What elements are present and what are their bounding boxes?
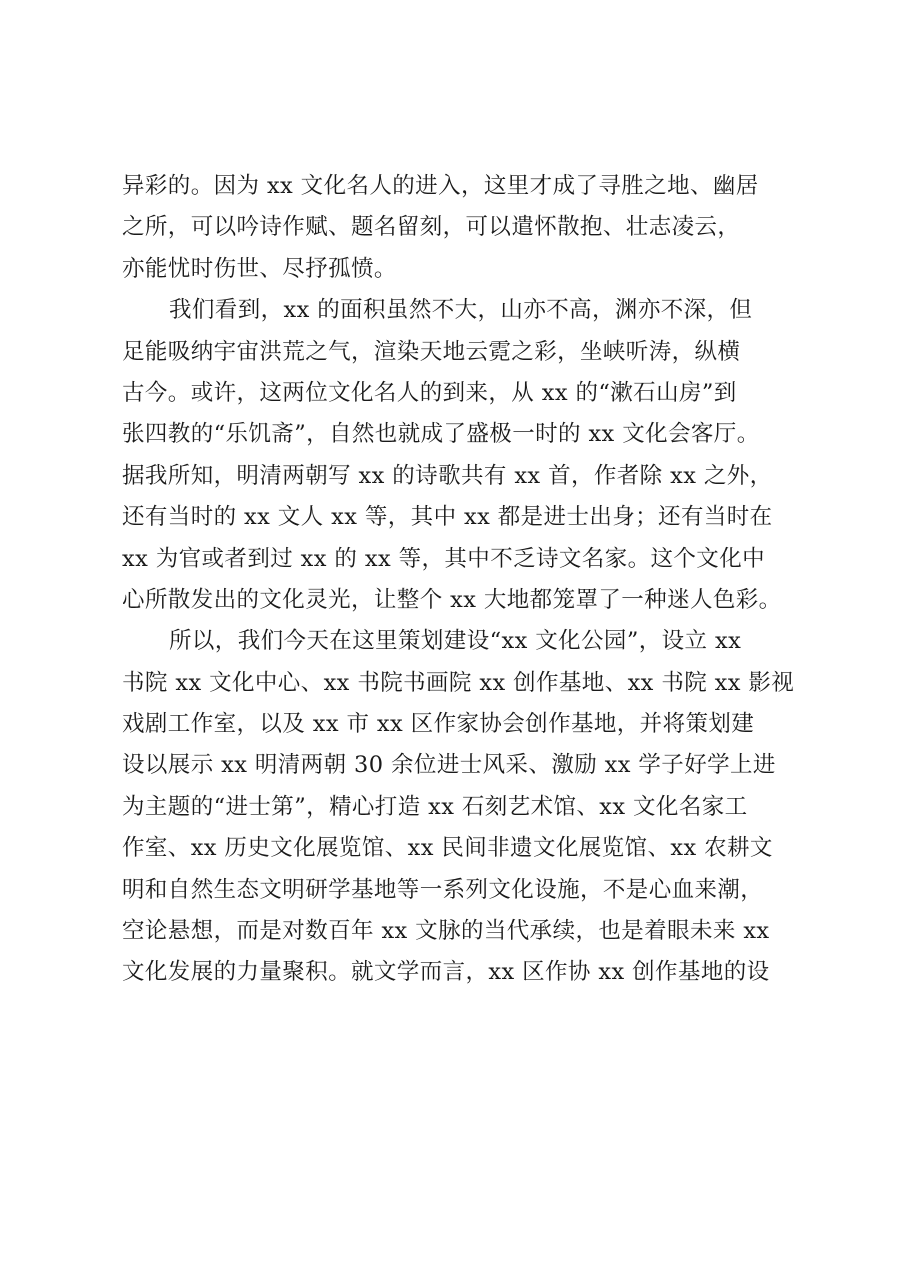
text-line: 张四教的“乐饥斋”，自然也就成了盛极一时的 xx 文化会客厅。 <box>122 421 760 448</box>
text-line: 异彩的。因为 xx 文化名人的进入，这里才成了寻胜之地、幽居 <box>122 173 759 199</box>
text-line: 设以展示 xx 明清两朝 30 余位进士风采、激励 xx 学子好学上进 <box>122 752 776 779</box>
text-line: 戏剧工作室，以及 xx 市 xx 区作家协会创作基地，并将策划建 <box>122 711 755 738</box>
text-line: 亦能忧时伤世、尽抒孤愤。 <box>122 255 397 282</box>
text-line: 作室、xx 历史文化展览馆、xx 民间非遗文化展览馆、xx 农耕文 <box>122 835 773 862</box>
paragraph-2 <box>122 290 822 621</box>
body-text <box>122 166 822 994</box>
text-line: 之所，可以吟诗作赋、题名留刻，可以遣怀散抱、壮志凌云， <box>122 214 741 241</box>
text-line: 明和自然生态文明研学基地等一系列文化设施，不是心血来潮， <box>122 876 764 903</box>
text-line: 心所散发出的文化灵光，让整个 xx 大地都笼罩了一种迷人色彩。 <box>122 586 782 613</box>
text-line: 古今。或许，这两位文化名人的到来，从 xx 的“漱石山房”到 <box>122 379 737 406</box>
text-line: 所以，我们今天在这里策划建设“xx 文化公园”，设立 xx <box>169 628 742 655</box>
text-line: 空论悬想，而是对数百年 xx 文脉的当代承续，也是着眼未来 xx <box>122 918 770 945</box>
paragraph-1 <box>122 166 822 290</box>
text-line: 足能吸纳宇宙洪荒之气，渲染天地云霓之彩，坐峡听涛，纵横 <box>122 338 741 365</box>
text-line: 据我所知，明清两朝写 xx 的诗歌共有 xx 首，作者除 xx 之外， <box>122 462 773 489</box>
text-line: 还有当时的 xx 文人 xx 等，其中 xx 都是进士出身；还有当时在 <box>122 504 773 531</box>
text-line: 我们看到，xx 的面积虽然不大，山亦不高，渊亦不深，但 <box>169 297 753 324</box>
text-line: 为主题的“进士第”，精心打造 xx 石刻艺术馆、xx 文化名家工 <box>122 793 748 820</box>
text-line: xx 为官或者到过 xx 的 xx 等，其中不乏诗文名家。这个文化中 <box>122 545 765 572</box>
text-line: 书院 xx 文化中心、xx 书院书画院 xx 创作基地、xx 书院 xx 影视 <box>122 669 795 696</box>
paragraph-3 <box>122 621 822 994</box>
text-line: 文化发展的力量聚积。就文学而言，xx 区作协 xx 创作基地的设 <box>122 959 770 986</box>
